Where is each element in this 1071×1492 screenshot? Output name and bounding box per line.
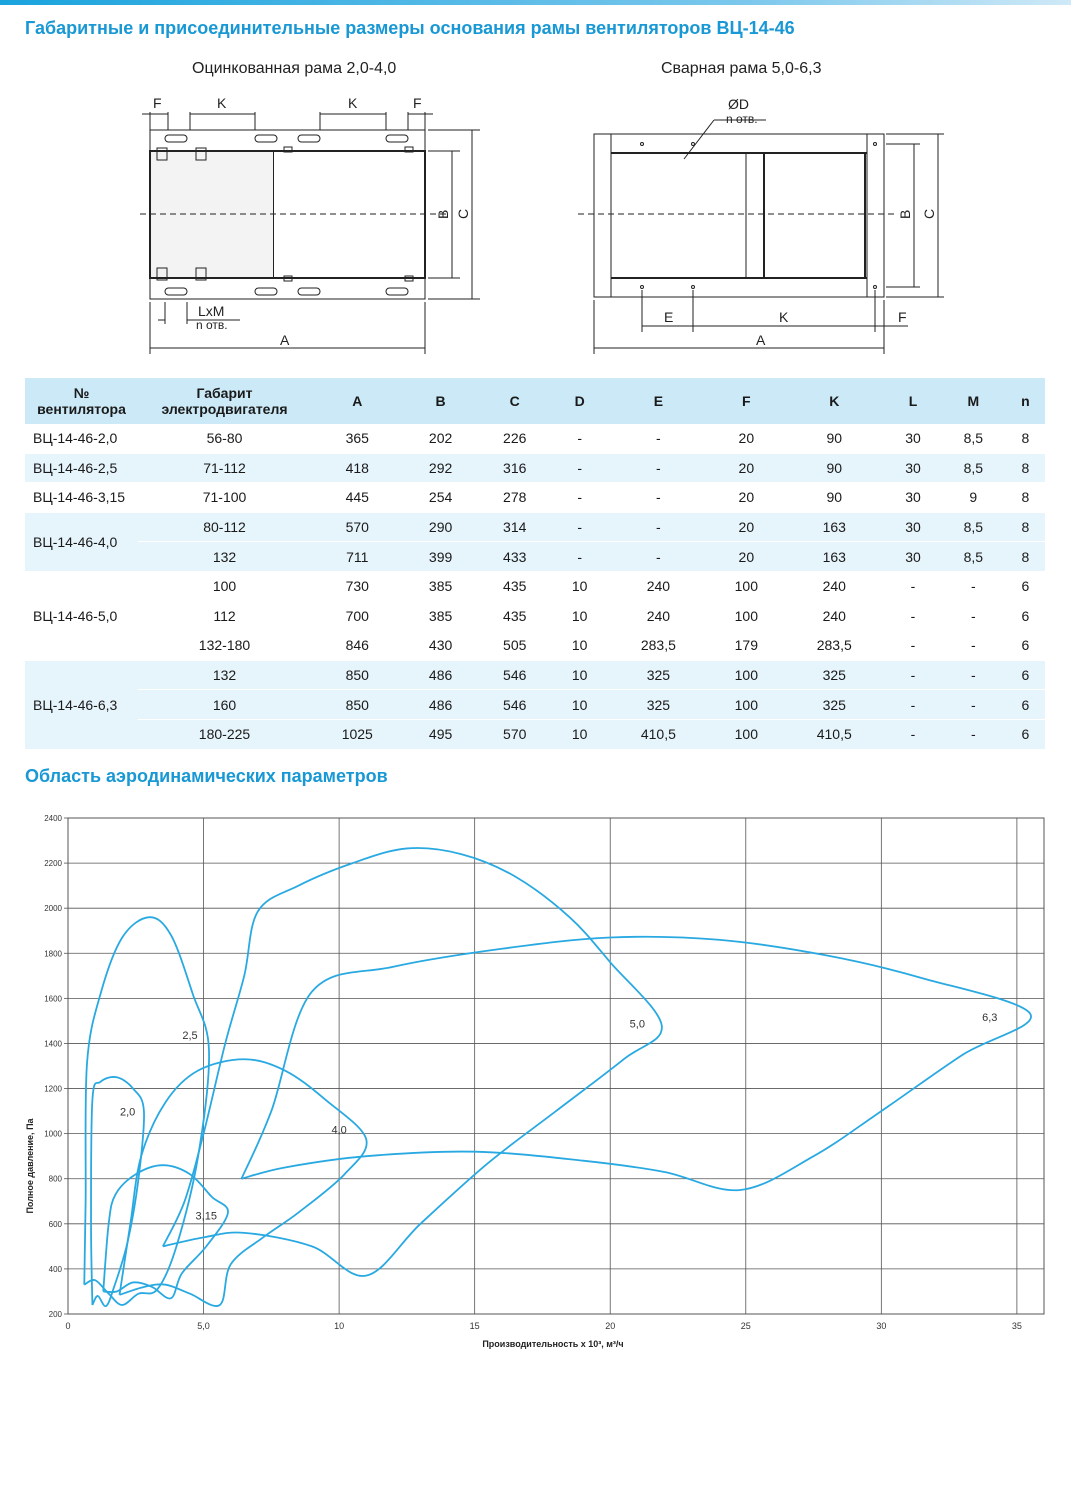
header-n: n [1006, 378, 1045, 424]
table-row [25, 690, 1045, 720]
welded-frame-caption: Сварная рама 5,0-6,3 [661, 60, 822, 77]
table-row [25, 571, 1045, 601]
dim-label-f: F [153, 95, 162, 111]
dim-label-c: C [921, 208, 937, 219]
table-cell: 546 [478, 690, 552, 720]
table-cell: - [552, 542, 608, 572]
table-cell: 1025 [311, 719, 404, 749]
table-cell: 226 [478, 424, 552, 453]
series-label: 5,0 [629, 1018, 645, 1031]
y-tick-label: 200 [48, 1310, 62, 1319]
x-tick-label: 25 [740, 1321, 751, 1331]
table-cell: 292 [404, 453, 478, 483]
table-cell: 112 [138, 601, 311, 631]
x-tick-label: 30 [876, 1321, 887, 1331]
table-cell: 20 [709, 483, 783, 513]
x-tick-label: 20 [605, 1321, 616, 1331]
table-cell: 100 [138, 571, 311, 601]
table-cell: - [885, 571, 941, 601]
table-cell: 278 [478, 483, 552, 513]
table-cell: 6 [1006, 690, 1045, 720]
header-c: C [478, 378, 552, 424]
dim-label-e: E [664, 309, 674, 325]
table-cell: 71-112 [138, 453, 311, 483]
table-cell: 90 [783, 483, 885, 513]
table-cell: - [552, 483, 608, 513]
y-tick-label: 600 [48, 1219, 62, 1229]
y-tick-label: 1800 [44, 949, 62, 959]
dim-label-holes: n отв. [726, 112, 758, 126]
header-d: D [552, 378, 608, 424]
header-motor-size [138, 378, 311, 424]
table-cell: 495 [404, 719, 478, 749]
table-cell: - [608, 483, 710, 513]
header-label: вентилятора [37, 401, 126, 417]
table-cell: - [885, 719, 941, 749]
table-cell: 283,5 [608, 631, 710, 661]
table-cell: 20 [709, 453, 783, 483]
table-cell: - [885, 690, 941, 720]
table-cell: 8 [1006, 483, 1045, 513]
table-cell: 6 [1006, 631, 1045, 661]
table-cell: 30 [885, 512, 941, 542]
dim-label-f: F [413, 95, 422, 111]
table-cell: 505 [478, 631, 552, 661]
table-cell: 240 [608, 601, 710, 631]
series-label: 2,5 [182, 1029, 198, 1042]
table-cell: 570 [311, 512, 404, 542]
table-cell: 8,5 [941, 453, 1006, 483]
table-cell: 132 [138, 660, 311, 690]
header-label: № [73, 385, 90, 401]
table-cell: 240 [783, 601, 885, 631]
header-label: Габарит [196, 385, 253, 401]
table-cell: 410,5 [608, 719, 710, 749]
dim-label-k: K [779, 309, 789, 325]
y-axis-label: Полное давление, Па [25, 1118, 35, 1214]
table-cell: 20 [709, 424, 783, 453]
galvanized-frame-caption: Оцинкованная рама 2,0-4,0 [192, 60, 397, 77]
cell-fan-model: ВЦ-14-46-6,3 [25, 660, 138, 749]
table-cell: - [608, 453, 710, 483]
table-cell: 435 [478, 601, 552, 631]
table-cell: 435 [478, 571, 552, 601]
table-cell: 240 [783, 571, 885, 601]
y-tick-label: 1400 [44, 1039, 62, 1049]
dim-label-d: ØD [728, 96, 749, 112]
table-cell: 100 [709, 719, 783, 749]
table-cell: 100 [709, 571, 783, 601]
table-row [25, 512, 1045, 542]
table-cell: 6 [1006, 601, 1045, 631]
table-cell: 160 [138, 690, 311, 720]
table-cell: 30 [885, 453, 941, 483]
table-cell: 486 [404, 660, 478, 690]
y-tick-label: 400 [48, 1264, 62, 1274]
page-title: Габаритные и присоединительные размеры основания рамы вентиляторов ВЦ-14-46 [25, 18, 795, 38]
table-cell: 10 [552, 690, 608, 720]
table-cell: 80-112 [138, 512, 311, 542]
header-f: F [709, 378, 783, 424]
table-row [25, 660, 1045, 690]
cell-fan-model: ВЦ-14-46-5,0 [25, 571, 138, 660]
table-cell: 90 [783, 424, 885, 453]
table-cell: 8 [1006, 424, 1045, 453]
table-cell: 325 [608, 660, 710, 690]
y-tick-label: 2200 [44, 859, 62, 869]
chart-section-title: Область аэродинамических параметров [25, 766, 388, 786]
table-cell: 8 [1006, 512, 1045, 542]
series-curve-5-0 [163, 848, 662, 1276]
table-cell: 316 [478, 453, 552, 483]
top-accent-bar [0, 0, 1071, 5]
series-label: 4,0 [331, 1124, 347, 1137]
table-cell: 445 [311, 483, 404, 513]
header-m: M [941, 378, 1006, 424]
table-cell: - [941, 660, 1006, 690]
table-cell: - [608, 512, 710, 542]
table-cell: 418 [311, 453, 404, 483]
series-label: 6,3 [982, 1011, 998, 1024]
table-cell: 8,5 [941, 424, 1006, 453]
table-cell: 6 [1006, 571, 1045, 601]
table-cell: 385 [404, 571, 478, 601]
header-k: K [783, 378, 885, 424]
table-cell: - [941, 719, 1006, 749]
table-cell: 6 [1006, 660, 1045, 690]
table-header-row [25, 378, 1045, 424]
dim-label-b: B [897, 209, 913, 219]
table-row [25, 631, 1045, 661]
table-cell: 10 [552, 571, 608, 601]
table-cell: - [552, 453, 608, 483]
table-cell: - [885, 660, 941, 690]
table-cell: 71-100 [138, 483, 311, 513]
table-cell: 132-180 [138, 631, 311, 661]
dim-label-lxm: LxM [198, 303, 225, 319]
x-tick-label: 10 [334, 1321, 345, 1331]
table-cell: 711 [311, 542, 404, 572]
header-e: E [608, 378, 710, 424]
table-row [25, 424, 1045, 453]
cell-fan-model: ВЦ-14-46-2,0 [25, 424, 138, 453]
table-cell: 163 [783, 512, 885, 542]
table-cell: 546 [478, 660, 552, 690]
header-b: B [404, 378, 478, 424]
table-cell: 325 [608, 690, 710, 720]
table-cell: 240 [608, 571, 710, 601]
x-tick-label: 5,0 [197, 1321, 210, 1331]
cell-fan-model: ВЦ-14-46-2,5 [25, 453, 138, 483]
table-cell: - [941, 601, 1006, 631]
table-cell: - [941, 631, 1006, 661]
table-row [25, 601, 1045, 631]
table-cell: 325 [783, 660, 885, 690]
table-cell: 365 [311, 424, 404, 453]
welded-frame-drawing [578, 92, 958, 354]
series-curve-6-3 [242, 937, 1032, 1191]
table-cell: 254 [404, 483, 478, 513]
table-cell: 132 [138, 542, 311, 572]
table-cell: 730 [311, 571, 404, 601]
table-cell: - [552, 424, 608, 453]
y-tick-label: 1200 [44, 1084, 62, 1094]
table-cell: 100 [709, 601, 783, 631]
table-cell: 314 [478, 512, 552, 542]
y-tick-label: 2000 [44, 904, 62, 914]
dim-label-k: K [348, 95, 358, 111]
table-cell: - [552, 512, 608, 542]
table-cell: 283,5 [783, 631, 885, 661]
table-cell: 8 [1006, 453, 1045, 483]
dim-label-a: A [280, 332, 290, 348]
galvanized-frame-drawing [130, 92, 490, 354]
table-cell: 570 [478, 719, 552, 749]
x-axis-label: Производительность х 10³, м³/ч [482, 1339, 624, 1349]
table-cell: 202 [404, 424, 478, 453]
table-cell: - [608, 542, 710, 572]
table-cell: 10 [552, 601, 608, 631]
table-cell: 163 [783, 542, 885, 572]
series-curve-2-5 [84, 917, 209, 1305]
table-cell: 410,5 [783, 719, 885, 749]
table-cell: 8,5 [941, 512, 1006, 542]
cell-fan-model: ВЦ-14-46-3,15 [25, 483, 138, 513]
y-tick-label: 1600 [44, 994, 62, 1004]
table-row [25, 483, 1045, 513]
dim-label-holes: n отв. [196, 318, 228, 332]
dim-label-c: C [455, 208, 471, 219]
y-tick-label: 2400 [44, 814, 62, 823]
header-l: L [885, 378, 941, 424]
aerodynamic-chart [0, 800, 1071, 1360]
table-cell: 30 [885, 542, 941, 572]
table-cell: 325 [783, 690, 885, 720]
table-row [25, 542, 1045, 572]
header-a: A [311, 378, 404, 424]
dim-label-k: K [217, 95, 227, 111]
table-cell: 850 [311, 660, 404, 690]
table-cell: 433 [478, 542, 552, 572]
table-cell: 290 [404, 512, 478, 542]
table-cell: 385 [404, 601, 478, 631]
table-row [25, 719, 1045, 749]
table-cell: 486 [404, 690, 478, 720]
y-tick-label: 1000 [44, 1129, 62, 1139]
dim-label-a: A [756, 332, 766, 348]
table-cell: 8 [1006, 542, 1045, 572]
table-cell: - [941, 571, 1006, 601]
dimensions-table [25, 378, 1045, 750]
table-cell: 8,5 [941, 542, 1006, 572]
dim-label-b: B [435, 209, 451, 219]
table-cell: 846 [311, 631, 404, 661]
table-cell: - [608, 424, 710, 453]
table-cell: 6 [1006, 719, 1045, 749]
table-cell: 30 [885, 483, 941, 513]
header-label: электродвигателя [161, 401, 288, 417]
table-cell: 20 [709, 542, 783, 572]
y-tick-label: 800 [48, 1174, 62, 1184]
table-cell: 30 [885, 424, 941, 453]
table-cell: 850 [311, 690, 404, 720]
x-tick-label: 15 [469, 1321, 480, 1331]
table-cell: 20 [709, 512, 783, 542]
series-label: 3,15 [195, 1210, 217, 1223]
table-cell: - [885, 601, 941, 631]
table-cell: 180-225 [138, 719, 311, 749]
table-cell: 700 [311, 601, 404, 631]
table-cell: - [941, 690, 1006, 720]
table-cell: 56-80 [138, 424, 311, 453]
table-row [25, 453, 1045, 483]
plot-frame [68, 818, 1044, 1314]
dim-label-f: F [898, 309, 907, 325]
table-cell: 100 [709, 660, 783, 690]
table-cell: 399 [404, 542, 478, 572]
x-tick-label: 35 [1011, 1321, 1022, 1331]
table-cell: - [885, 631, 941, 661]
table-cell: 10 [552, 719, 608, 749]
table-cell: 10 [552, 631, 608, 661]
cell-fan-model: ВЦ-14-46-4,0 [25, 512, 138, 571]
table-cell: 9 [941, 483, 1006, 513]
table-cell: 430 [404, 631, 478, 661]
table-cell: 10 [552, 660, 608, 690]
table-cell: 90 [783, 453, 885, 483]
x-tick-label: 0 [65, 1321, 71, 1331]
header-fan-number [25, 378, 138, 424]
series-label: 2,0 [119, 1106, 136, 1119]
table-cell: 179 [709, 631, 783, 661]
table-cell: 100 [709, 690, 783, 720]
